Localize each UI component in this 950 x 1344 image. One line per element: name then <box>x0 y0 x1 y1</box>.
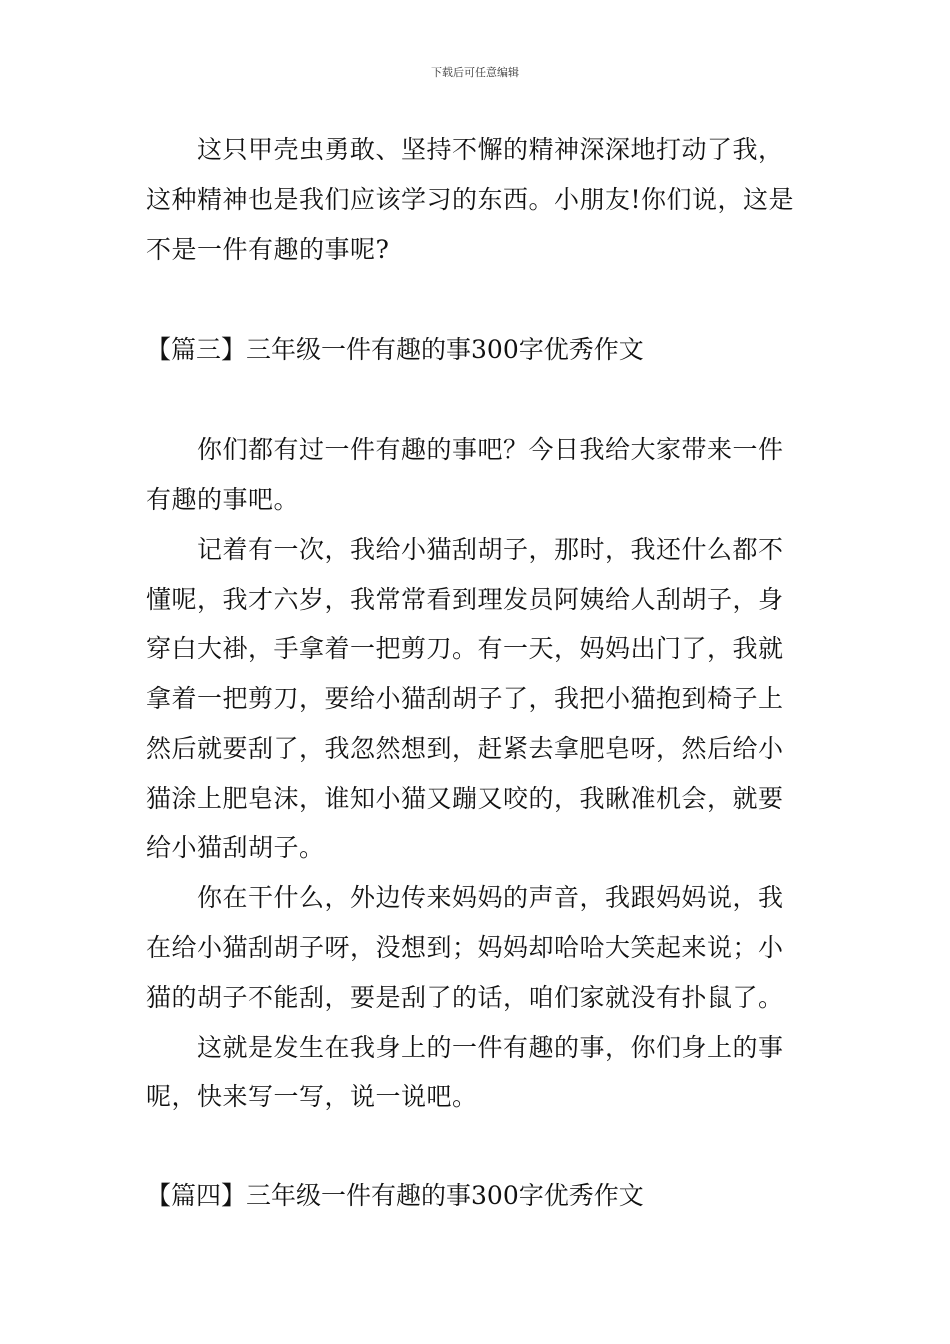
text-line: 记着有一次，我给小猫刮胡子，那时，我还什么都不 <box>197 535 784 564</box>
text-line: 猫涂上肥皂沫，谁知小猫又蹦又咬的，我瞅准机会，就要 <box>146 784 784 813</box>
text-line: 这只甲壳虫勇敢、坚持不懈的精神深深地打动了我， <box>197 135 784 164</box>
page-header-note: 下载后可任意编辑 <box>431 66 519 79</box>
text-line: 拿着一把剪刀，要给小猫刮胡子了，我把小猫抱到椅子上 <box>146 684 784 713</box>
text-line: 不是一件有趣的事呢? <box>146 235 390 264</box>
text-line: 然后就要刮了，我忽然想到，赶紧去拿肥皂呀，然后给小 <box>146 734 784 763</box>
text-line: 呢，快来写一写，说一说吧。 <box>146 1082 478 1111</box>
text-line: 这种精神也是我们应该学习的东西。小朋友!你们说，这是 <box>146 185 795 214</box>
text-line: 这就是发生在我身上的一件有趣的事，你们身上的事 <box>197 1033 784 1062</box>
text-line: 有趣的事吧。 <box>146 485 300 514</box>
text-line: 在给小猫刮胡子呀，没想到；妈妈却哈哈大笑起来说；小 <box>146 933 784 962</box>
section-heading: 【篇三】三年级一件有趣的事300字优秀作文 <box>146 335 644 364</box>
text-line: 猫的胡子不能刮，要是刮了的话，咱们家就没有扑鼠了。 <box>146 983 784 1012</box>
section-heading: 【篇四】三年级一件有趣的事300字优秀作文 <box>146 1181 644 1210</box>
text-line: 你们都有过一件有趣的事吧？今日我给大家带来一件 <box>197 435 784 464</box>
text-line: 懂呢，我才六岁，我常常看到理发员阿姨给人刮胡子，身 <box>146 585 784 614</box>
text-line: 给小猫刮胡子。 <box>146 833 325 862</box>
text-line: 你在干什么，外边传来妈妈的声音，我跟妈妈说，我 <box>197 883 784 912</box>
text-line: 穿白大褂，手拿着一把剪刀。有一天，妈妈出门了，我就 <box>146 634 784 663</box>
